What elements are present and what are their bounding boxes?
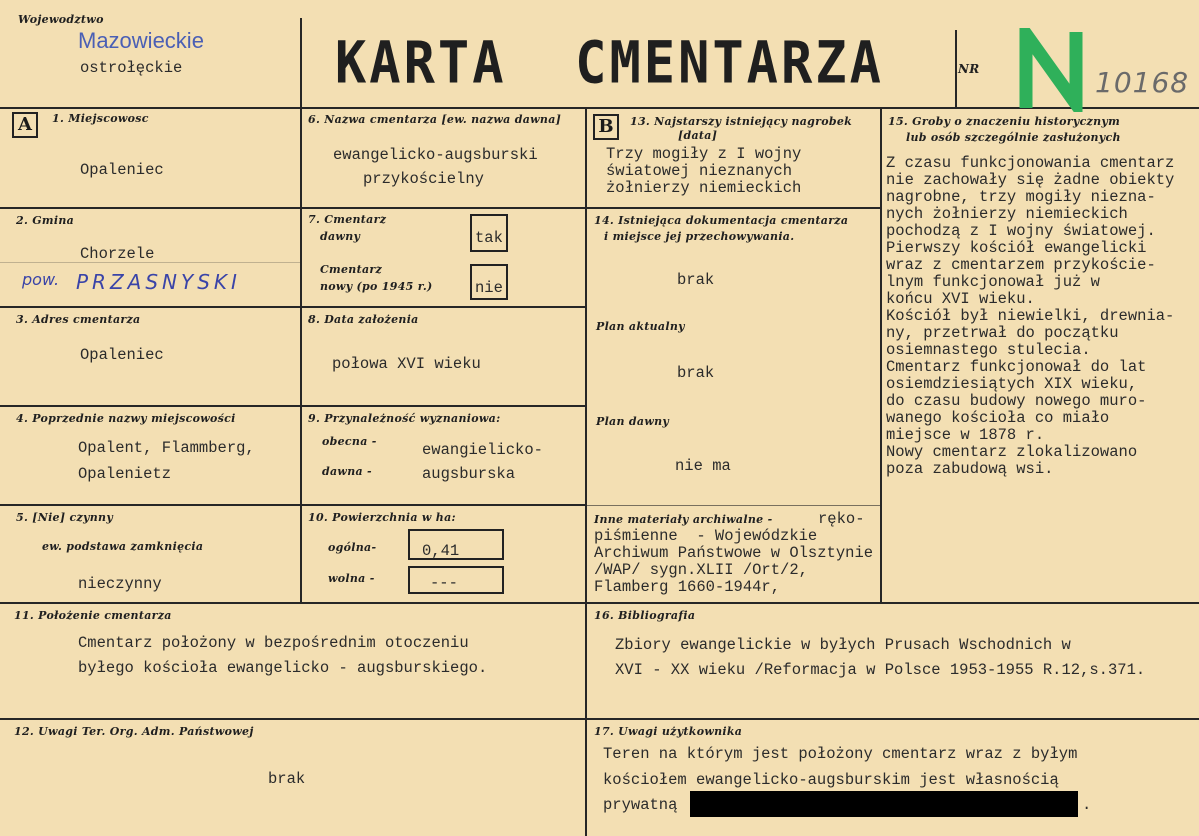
divider — [880, 108, 882, 602]
nr-label: NR — [958, 62, 980, 76]
field-16-line-2: XVI - XX wieku /Reformacja w Polsce 1953-1955 R.12,s.371. — [615, 661, 1146, 679]
field-12-value: brak — [268, 770, 306, 788]
field-7-label: 7. Cmentarz — [308, 213, 387, 226]
field-15-line: wanego kościoła co miało — [886, 409, 1110, 427]
field-14-value-1: brak — [677, 271, 715, 289]
field-5-value: nieczynny — [78, 575, 162, 593]
field-15-line: ny, przetrwał do początku — [886, 324, 1119, 342]
divider — [0, 207, 880, 209]
field-3-label: 3. Adres cmentarza — [16, 313, 141, 326]
field-11-line-2: byłego kościoła ewangelicko - augsburskiego. — [78, 659, 488, 677]
divider — [0, 504, 586, 506]
field-14-label-2: i miejsce jej przechowywania. — [604, 230, 795, 243]
field-14-value-3: nie ma — [675, 457, 731, 475]
field-10-wolna: wolna - — [328, 572, 375, 585]
field-4-line-1: Opalent, Flammberg, — [78, 439, 255, 457]
inne-line-3: Archiwum Państwowe w Olsztynie — [594, 544, 874, 562]
field-15-line: wraz z cmentarzem przykoście- — [886, 256, 1156, 274]
field-14-label: 14. Istniejąca dokumentacja cmentarza — [594, 214, 849, 227]
field-4-line-2: Opalenietz — [78, 465, 172, 483]
field-17-line-2: kościołem ewangelicko-augsburskim jest własnością — [603, 771, 1059, 789]
field-15-text — [886, 155, 1199, 478]
field-17-line-3-end: . — [1082, 796, 1092, 814]
powiat-prefix: pow. — [22, 270, 60, 289]
field-17-line-1: Teren na którym jest położony cmentarz wraz z byłym — [603, 745, 1078, 763]
divider — [0, 306, 586, 308]
field-15-line: Pierwszy kościół ewangelicki — [886, 239, 1147, 257]
inne-line-5: Flamberg 1660-1944r, — [594, 578, 781, 596]
field-13-line-2: światowej nieznanych — [606, 162, 793, 180]
field-6-label: 6. Nazwa cmentarza [ew. nazwa dawna] — [308, 113, 562, 126]
field-15-line: do czasu budowy nowego muro- — [886, 392, 1147, 410]
field-12-label: 12. Uwagi Ter. Org. Adm. Państwowej — [14, 725, 254, 738]
field-15-line: miejsce w 1878 r. — [886, 426, 1045, 444]
field-13-line-1: Trzy mogiły z I wojny — [606, 145, 802, 163]
field-14-value-2: brak — [677, 364, 715, 382]
field-4-label: 4. Poprzednie nazwy miejscowości — [16, 412, 236, 425]
field-7-cmentarz: Cmentarz — [320, 263, 383, 276]
field-9-line-1: ewangielicko- — [422, 441, 543, 459]
field-13-label: 13. Najstarszy istniejący nagrobek — [630, 115, 853, 128]
field-15-line: końcu XVI wieku. — [886, 290, 1035, 308]
field-15-label: 15. Groby o znaczeniu historycznym — [888, 115, 1121, 128]
divider — [0, 602, 1199, 604]
field-15-line: poza zabudową wsi. — [886, 460, 1054, 478]
divider — [955, 30, 957, 108]
dawny-box — [470, 214, 508, 252]
field-9-line-2: augsburska — [422, 465, 516, 483]
field-2-value: Chorzele — [80, 245, 155, 263]
wojewodztwo-stamp: Mazowieckie — [78, 28, 204, 53]
divider — [585, 108, 587, 836]
field-9-obecna: obecna - — [322, 435, 377, 448]
dawny-value: tak — [475, 229, 503, 247]
field-9-dawna: dawna - — [322, 465, 372, 478]
field-16-line-1: Zbiory ewangelickie w byłych Prusach Wschodnich w — [615, 636, 1071, 654]
field-15-line: Nowy cmentarz zlokalizowano — [886, 443, 1138, 461]
nowy-box — [470, 264, 508, 300]
divider — [586, 505, 880, 506]
plan-aktualny-label: Plan aktualny — [596, 320, 685, 333]
field-7-nowy: nowy (po 1945 r.) — [320, 280, 433, 293]
field-6-line-1: ewangelicko-augsburski — [333, 146, 538, 164]
field-15-line: Cmentarz funkcjonował do lat — [886, 358, 1147, 376]
field-15-line: nagrobne, trzy mogiły niezna- — [886, 188, 1156, 206]
inne-line-2: piśmienne - Wojewódzkie — [594, 527, 818, 545]
redaction-bar — [690, 791, 1078, 817]
divider — [0, 405, 586, 407]
field-5-sub: ew. podstawa zamknięcia — [42, 540, 204, 553]
field-5-label: 5. [Nie] czynny — [16, 511, 114, 524]
inne-materialy-label: Inne materiały archiwalne - — [594, 513, 773, 526]
field-15-line: nie zachowały się żadne obiekty — [886, 171, 1175, 189]
field-15-line: Kościół był niewielki, drewnia- — [886, 307, 1175, 325]
field-3-value: Opaleniec — [80, 346, 164, 364]
field-16-label: 16. Bibliografia — [594, 609, 696, 622]
field-2-label: 2. Gmina — [16, 214, 75, 227]
field-17-label: 17. Uwagi użytkownika — [594, 725, 743, 738]
plan-dawny-label: Plan dawny — [596, 415, 670, 428]
field-1-value: Opaleniec — [80, 161, 164, 179]
section-a-box: A — [12, 112, 38, 138]
section-b-box: B — [593, 114, 619, 140]
field-17-line-3: prywatną — [603, 796, 678, 814]
field-15-line: nych żołnierzy niemieckich — [886, 205, 1128, 223]
divider — [0, 718, 1199, 720]
field-8-value: połowa XVI wieku — [332, 355, 481, 373]
wojewodztwo-label: Wojewodztwo — [18, 13, 104, 26]
field-13-label-2: [data] — [678, 129, 718, 142]
field-15-line: lnym funkcjonował już w — [886, 273, 1100, 291]
wolna-box — [408, 566, 504, 594]
field-15-line: Z czasu funkcjonowania cmentarz — [886, 155, 1175, 172]
nr-letter-mark — [1018, 28, 1090, 112]
field-9-label: 9. Przynależność wyznaniowa: — [308, 412, 501, 425]
nr-number: 10168 — [1095, 66, 1190, 99]
field-15-label-2: lub osób szczególnie zasłużonych — [906, 131, 1121, 144]
page-title: KARTA CMENTARZA — [335, 30, 884, 98]
ogolna-box — [408, 529, 504, 560]
field-10-ogolna: ogólna- — [328, 541, 377, 554]
field-7-dawny: dawny — [320, 230, 361, 243]
inne-line-1: ręko- — [818, 510, 865, 528]
field-8-label: 8. Data założenia — [308, 313, 419, 326]
field-1-label: 1. Miejscowosc — [52, 112, 149, 125]
divider — [300, 18, 302, 602]
wojewodztwo-old: ostrołęckie — [80, 59, 183, 77]
field-6-line-2: przykościelny — [363, 170, 484, 188]
ogolna-value: 0,41 — [422, 542, 460, 560]
field-11-label: 11. Położenie cmentarza — [14, 609, 172, 622]
field-10-label: 10. Powierzchnia w ha: — [308, 511, 456, 524]
field-11-line-1: Cmentarz położony w bezpośrednim otoczeniu — [78, 634, 469, 652]
powiat-handwritten: PRZASNYSKI — [76, 270, 241, 294]
wolna-value: --- — [430, 574, 458, 592]
inne-line-4: /WAP/ sygn.XLII /Ort/2, — [594, 561, 808, 579]
field-15-line: osiemdziesiątych XIX wieku, — [886, 375, 1138, 393]
field-15-line: pochodzą z I wojny światowej. — [886, 222, 1156, 240]
nowy-value: nie — [475, 279, 503, 297]
field-13-line-3: żołnierzy niemieckich — [606, 179, 802, 197]
field-15-line: osiemnastego stulecia. — [886, 341, 1091, 359]
